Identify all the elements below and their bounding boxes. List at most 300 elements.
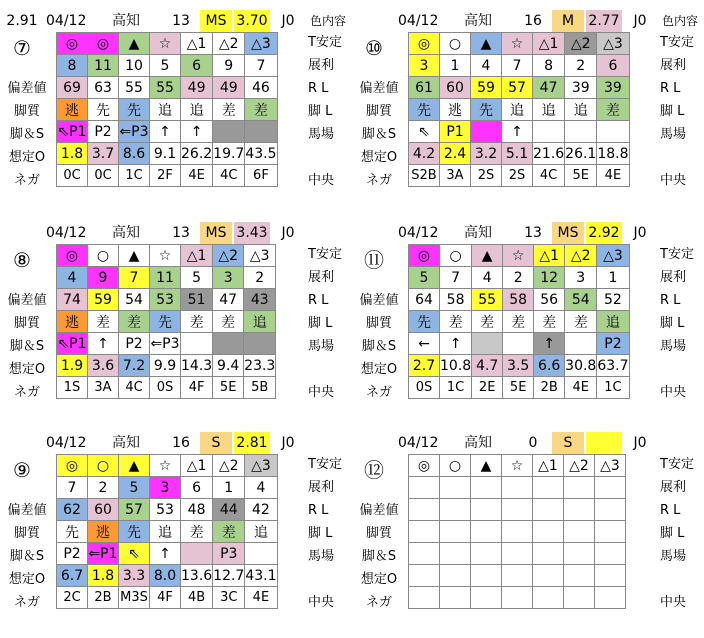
row-right-label: T安定 (308, 247, 342, 262)
grid-cell (471, 499, 502, 521)
race-count: 0 (528, 435, 538, 451)
row-right-label: 脚 L (308, 316, 333, 331)
grid-cell (502, 565, 533, 587)
grid-cell: 5 (181, 267, 213, 289)
row-right-label: 展利 (308, 58, 335, 73)
grid-cell: M3S (119, 587, 150, 609)
grid-cell (565, 333, 597, 355)
grid-cell: 追 (533, 99, 565, 121)
race-extra (356, 432, 392, 454)
grid-cell (471, 587, 502, 609)
grid-cell: 2S (471, 165, 502, 187)
race-header (0, 10, 346, 32)
grid-cell: ▲ (119, 455, 150, 477)
grid-cell: ○ (440, 33, 471, 55)
grid-cell: ○ (88, 245, 119, 267)
grid-cell: ○ (440, 245, 472, 267)
grid-cell: ⇖P1 (57, 333, 88, 355)
grid-cell (595, 587, 626, 609)
grid-cell: △2 (565, 245, 597, 267)
row-label: ネガ (13, 385, 40, 400)
grid-cell: 2 (565, 55, 597, 77)
grid-cell: 先 (57, 521, 88, 543)
race-block (0, 222, 346, 428)
grid-cell: 2B (88, 587, 119, 609)
grid-cell (502, 521, 533, 543)
grid-cell: 10 (119, 55, 150, 77)
race-number: ⑦ (13, 36, 31, 60)
grid-cell: 5B (244, 377, 276, 399)
grid-cell: 先 (409, 311, 440, 333)
grid-cell: ↑ (150, 121, 181, 143)
race-header (352, 222, 698, 244)
race-header (0, 432, 346, 454)
grid-cell: 60 (440, 77, 471, 99)
grid-cell (564, 521, 595, 543)
grid-cell: ⇖ (409, 121, 440, 143)
grid-cell: ☆ (150, 245, 181, 267)
grid-cell (409, 521, 440, 543)
race-block (0, 432, 346, 638)
grid-cell (471, 121, 502, 143)
grid-cell (564, 587, 595, 609)
grid-cell (440, 521, 471, 543)
grid-cell: 4C (533, 165, 565, 187)
row-right-label: 馬場 (308, 127, 335, 142)
grid-cell: ⇐P3 (150, 333, 181, 355)
race-header (0, 222, 346, 244)
row-label: ネガ (13, 595, 40, 610)
grid-cell: 49 (213, 77, 245, 99)
grid-cell (213, 333, 244, 355)
grid-cell: P2 (88, 121, 119, 143)
grid-cell (595, 565, 626, 587)
race-header (352, 10, 698, 32)
grid-cell: ↑ (440, 333, 472, 355)
race-date: 04/12 (46, 13, 87, 29)
grid-cell: 2E (472, 377, 503, 399)
grid-cell: 3.3 (119, 565, 150, 587)
grid-cell: ☆ (502, 33, 533, 55)
row-right-label: 脚 L (660, 316, 685, 331)
row-right-label: R L (308, 81, 329, 96)
grid-cell: △3 (597, 245, 629, 267)
grid-cell: 8.0 (150, 565, 181, 587)
row-right-label: R L (660, 81, 681, 96)
grid-cell: 47 (533, 77, 565, 99)
race-venue: 高知 (464, 225, 492, 241)
grid-cell: 5E (503, 377, 534, 399)
grid-cell: 55 (119, 77, 150, 99)
grid-cell: 55 (150, 77, 181, 99)
row-label: 想定O (8, 362, 46, 377)
row-right-label: 馬場 (660, 549, 687, 564)
row-label: 脚＆S (9, 339, 45, 354)
row-right-label: T安定 (660, 35, 694, 50)
grid-cell: 53 (150, 499, 181, 521)
grid-cell: 60 (88, 499, 119, 521)
grid-cell: ↑ (502, 121, 533, 143)
grid-cell: ▲ (119, 33, 150, 55)
race-grade: M (552, 10, 584, 32)
grid-cell (597, 121, 629, 143)
race-block (352, 222, 698, 428)
grid-cell (440, 543, 471, 565)
grid-cell: P2 (57, 543, 88, 565)
grid-cell (565, 121, 597, 143)
grid-cell: ← (409, 333, 440, 355)
grid-cell: △1 (533, 33, 565, 55)
grid-cell: P2 (119, 333, 150, 355)
row-right-label: 中央 (660, 173, 687, 188)
grid-cell: 差 (503, 311, 534, 333)
grid-cell (472, 333, 503, 355)
grid-cell: 63.7 (597, 355, 629, 377)
grid-cell: 7 (440, 267, 472, 289)
row-label: 脚質 (365, 316, 392, 331)
grid-cell: 3 (150, 477, 181, 499)
grid-cell: 64 (409, 289, 440, 311)
grid-cell: 53 (150, 289, 181, 311)
grid-cell (471, 477, 502, 499)
race-value: 3.43 (234, 222, 270, 244)
grid-cell: 54 (119, 289, 150, 311)
grid-cell: 8 (57, 55, 88, 77)
grid-cell: 2.7 (409, 355, 440, 377)
grid-cell: △1 (181, 245, 213, 267)
race-extra (356, 222, 392, 244)
grid-cell: 13.6 (181, 565, 213, 587)
grid-cell: 59 (471, 77, 502, 99)
grid-cell: 69 (57, 77, 88, 99)
grid-cell (533, 521, 564, 543)
row-label: 想定O (360, 572, 398, 587)
grid-cell: 3 (409, 55, 440, 77)
row-right-label: 中央 (660, 595, 687, 610)
grid-cell: ○ (440, 455, 471, 477)
row-right-label: 馬場 (308, 549, 335, 564)
grid-cell (502, 499, 533, 521)
grid-cell: 2.4 (440, 143, 471, 165)
row-right-label: R L (660, 293, 681, 308)
grid-cell: 2F (150, 165, 181, 187)
grid-cell: 9 (88, 267, 119, 289)
grid-cell: 4 (57, 267, 88, 289)
grid-cell: 5E (213, 377, 244, 399)
grid-cell: 1C (119, 165, 150, 187)
row-right-label: 馬場 (308, 339, 335, 354)
race-venue: 高知 (464, 13, 492, 29)
row-right-label: 展利 (660, 270, 687, 285)
grid-cell: 1 (440, 55, 471, 77)
grid-cell: 5E (565, 165, 597, 187)
grid-cell: 1 (213, 477, 245, 499)
grid-cell: 26.1 (565, 143, 597, 165)
race-jockey: J0 (281, 225, 295, 241)
grid-cell: 43 (244, 289, 276, 311)
race-date: 04/12 (46, 225, 87, 241)
row-label: 脚＆S (361, 339, 397, 354)
race-venue: 高知 (464, 435, 492, 451)
grid-cell: 3C (213, 587, 245, 609)
grid-cell (502, 477, 533, 499)
race-number: ⑩ (365, 36, 383, 60)
color-content-label: 色内容 (309, 14, 346, 28)
race-value: 2.92 (586, 222, 622, 244)
race-value: 2.77 (586, 10, 622, 32)
grid-cell: △1 (533, 455, 564, 477)
grid-cell: 12.7 (213, 565, 245, 587)
grid-cell: 7 (245, 55, 277, 77)
grid-cell (595, 543, 626, 565)
grid-cell (409, 587, 440, 609)
row-label: 脚＆S (9, 549, 45, 564)
race-jockey: J0 (633, 13, 647, 29)
race-extra (4, 432, 40, 454)
row-label: 脚質 (13, 104, 40, 119)
grid-cell: 6.7 (57, 565, 88, 587)
grid-cell (440, 499, 471, 521)
grid-cell: 差 (181, 521, 213, 543)
grid-cell: 差 (213, 311, 244, 333)
row-label: 脚質 (365, 104, 392, 119)
grid-cell: ⇐P1 (88, 543, 119, 565)
grid-cell: 4 (245, 477, 277, 499)
race-count: 16 (172, 435, 190, 451)
grid-cell: 39 (565, 77, 597, 99)
row-right-label: 展利 (660, 480, 687, 495)
row-right-label: T安定 (660, 457, 694, 472)
grid-cell: 47 (213, 289, 244, 311)
row-label: 偏差値 (7, 293, 47, 308)
row-label: 脚＆S (361, 127, 397, 142)
grid-cell: 差 (181, 311, 213, 333)
race-extra: 2.91 (6, 13, 38, 29)
grid-cell (533, 587, 564, 609)
grid-cell (471, 543, 502, 565)
grid-cell: 43.1 (245, 565, 277, 587)
grid-cell (503, 333, 534, 355)
grid-cell: 1S (57, 377, 88, 399)
color-content-label: 色内容 (661, 14, 698, 28)
grid-cell: 39 (597, 77, 629, 99)
grid-cell (533, 121, 565, 143)
race-venue: 高知 (112, 13, 140, 29)
grid-cell: 1C (597, 377, 629, 399)
grid-cell: ☆ (150, 455, 181, 477)
grid-cell (564, 477, 595, 499)
grid-cell: 46 (245, 77, 277, 99)
grid-cell: 差 (213, 521, 245, 543)
grid-cell (533, 543, 564, 565)
race-grade: MS (200, 222, 232, 244)
grid-cell (564, 543, 595, 565)
grid-cell: 1.8 (88, 565, 119, 587)
race-block (352, 432, 698, 638)
grid-cell (409, 477, 440, 499)
grid-cell: 3A (88, 377, 119, 399)
row-label: 想定O (360, 362, 398, 377)
grid-cell (409, 499, 440, 521)
row-right-label: 展利 (308, 270, 335, 285)
row-right-label: T安定 (308, 457, 342, 472)
grid-cell: 6.6 (534, 355, 565, 377)
grid-cell: 4F (150, 587, 181, 609)
grid-cell: ↑ (534, 333, 565, 355)
grid-cell: 4B (181, 587, 213, 609)
grid-cell: △3 (245, 455, 277, 477)
grid-cell: ▲ (471, 33, 502, 55)
grid-cell: 4F (181, 377, 213, 399)
row-right-label: 中央 (308, 385, 335, 400)
grid-cell: 逃 (57, 311, 88, 333)
grid-cell: 9 (213, 55, 245, 77)
horse-grid (56, 244, 276, 399)
race-date: 04/12 (46, 435, 87, 451)
grid-cell: 3.6 (88, 355, 119, 377)
grid-cell: 57 (119, 499, 150, 521)
grid-cell: 58 (503, 289, 534, 311)
grid-cell: ☆ (503, 245, 534, 267)
grid-cell: 0S (150, 377, 181, 399)
grid-cell: 2B (534, 377, 565, 399)
grid-cell: 差 (472, 311, 503, 333)
race-value (586, 432, 622, 454)
grid-cell: 30.8 (565, 355, 597, 377)
race-value: 2.81 (234, 432, 270, 454)
grid-cell: 55 (472, 289, 503, 311)
grid-cell: 7 (119, 267, 150, 289)
race-block (352, 10, 698, 216)
grid-cell: 62 (57, 499, 88, 521)
row-right-label: T安定 (308, 35, 342, 50)
grid-cell: 3A (440, 165, 471, 187)
grid-cell: 2 (244, 267, 276, 289)
grid-cell: 4.7 (472, 355, 503, 377)
grid-cell: 2S (502, 165, 533, 187)
row-right-label: 中央 (660, 385, 687, 400)
grid-cell: 26.2 (181, 143, 213, 165)
grid-cell: △2 (213, 33, 245, 55)
grid-cell (502, 587, 533, 609)
grid-cell: 1C (440, 377, 472, 399)
grid-cell (471, 565, 502, 587)
grid-cell: 2 (88, 477, 119, 499)
grid-cell: 先 (119, 99, 150, 121)
row-label: 脚＆S (361, 549, 397, 564)
grid-cell: 追 (245, 521, 277, 543)
horse-grid (408, 454, 626, 609)
grid-cell: 2C (57, 587, 88, 609)
grid-cell: ⇖P1 (57, 121, 88, 143)
grid-cell (181, 333, 213, 355)
grid-cell: 先 (471, 99, 502, 121)
grid-cell: ○ (88, 455, 119, 477)
row-label: 想定O (8, 572, 46, 587)
race-grade: MS (200, 10, 232, 32)
grid-cell: 0S (409, 377, 440, 399)
grid-cell: 19.7 (213, 143, 245, 165)
grid-cell: 差 (565, 311, 597, 333)
grid-cell (595, 499, 626, 521)
grid-cell (213, 121, 245, 143)
grid-cell: 4C (213, 165, 245, 187)
race-extra (4, 222, 40, 244)
grid-cell: 4E (597, 165, 629, 187)
grid-cell: 追 (565, 99, 597, 121)
grid-cell (502, 543, 533, 565)
grid-cell: 差 (597, 99, 629, 121)
grid-cell: 8.6 (119, 143, 150, 165)
grid-cell: △2 (564, 455, 595, 477)
row-label: 偏差値 (359, 503, 399, 518)
grid-cell: 2 (503, 267, 534, 289)
grid-cell: 0C (57, 165, 88, 187)
grid-cell: 差 (440, 311, 472, 333)
row-right-label: R L (660, 503, 681, 518)
grid-cell: ☆ (150, 33, 181, 55)
grid-cell: S2B (409, 165, 440, 187)
grid-cell: ◎ (409, 245, 440, 267)
grid-cell: △1 (181, 455, 213, 477)
grid-cell: 先 (150, 311, 181, 333)
grid-cell: △3 (245, 33, 277, 55)
grid-cell: 42 (245, 499, 277, 521)
grid-cell: P3 (213, 543, 245, 565)
race-date: 04/12 (398, 13, 439, 29)
grid-cell: 追 (597, 311, 629, 333)
grid-cell: △2 (213, 245, 244, 267)
grid-cell (181, 543, 213, 565)
grid-cell: ▲ (119, 245, 150, 267)
row-label: ネガ (365, 595, 392, 610)
grid-cell: △1 (534, 245, 565, 267)
grid-cell (440, 477, 471, 499)
grid-cell: 追 (150, 99, 181, 121)
race-block (0, 10, 346, 216)
grid-cell: 5 (150, 55, 181, 77)
grid-cell: △3 (244, 245, 276, 267)
grid-cell: 8 (533, 55, 565, 77)
grid-cell: 59 (88, 289, 119, 311)
grid-cell (595, 521, 626, 543)
grid-cell: 11 (88, 55, 119, 77)
grid-cell: 49 (181, 77, 213, 99)
grid-cell: ↑ (88, 333, 119, 355)
grid-cell: 6 (181, 55, 213, 77)
horse-grid (408, 244, 630, 399)
grid-cell: 74 (57, 289, 88, 311)
race-jockey: J0 (281, 13, 295, 29)
grid-cell: 追 (181, 99, 213, 121)
grid-cell: 6 (597, 55, 629, 77)
row-right-label: 脚 L (660, 104, 685, 119)
race-count: 16 (524, 13, 542, 29)
row-right-label: 脚 L (308, 526, 333, 541)
grid-cell: 3.7 (88, 143, 119, 165)
race-number: ⑫ (364, 458, 384, 482)
grid-cell: 逃 (440, 99, 471, 121)
grid-cell: 差 (213, 99, 245, 121)
race-count: 13 (524, 225, 542, 241)
row-right-label: R L (308, 293, 329, 308)
grid-cell: 51 (181, 289, 213, 311)
grid-cell: 3 (565, 267, 597, 289)
grid-cell: 4E (181, 165, 213, 187)
grid-cell: 14.3 (181, 355, 213, 377)
grid-cell: 18.8 (597, 143, 629, 165)
grid-cell: △3 (595, 455, 626, 477)
